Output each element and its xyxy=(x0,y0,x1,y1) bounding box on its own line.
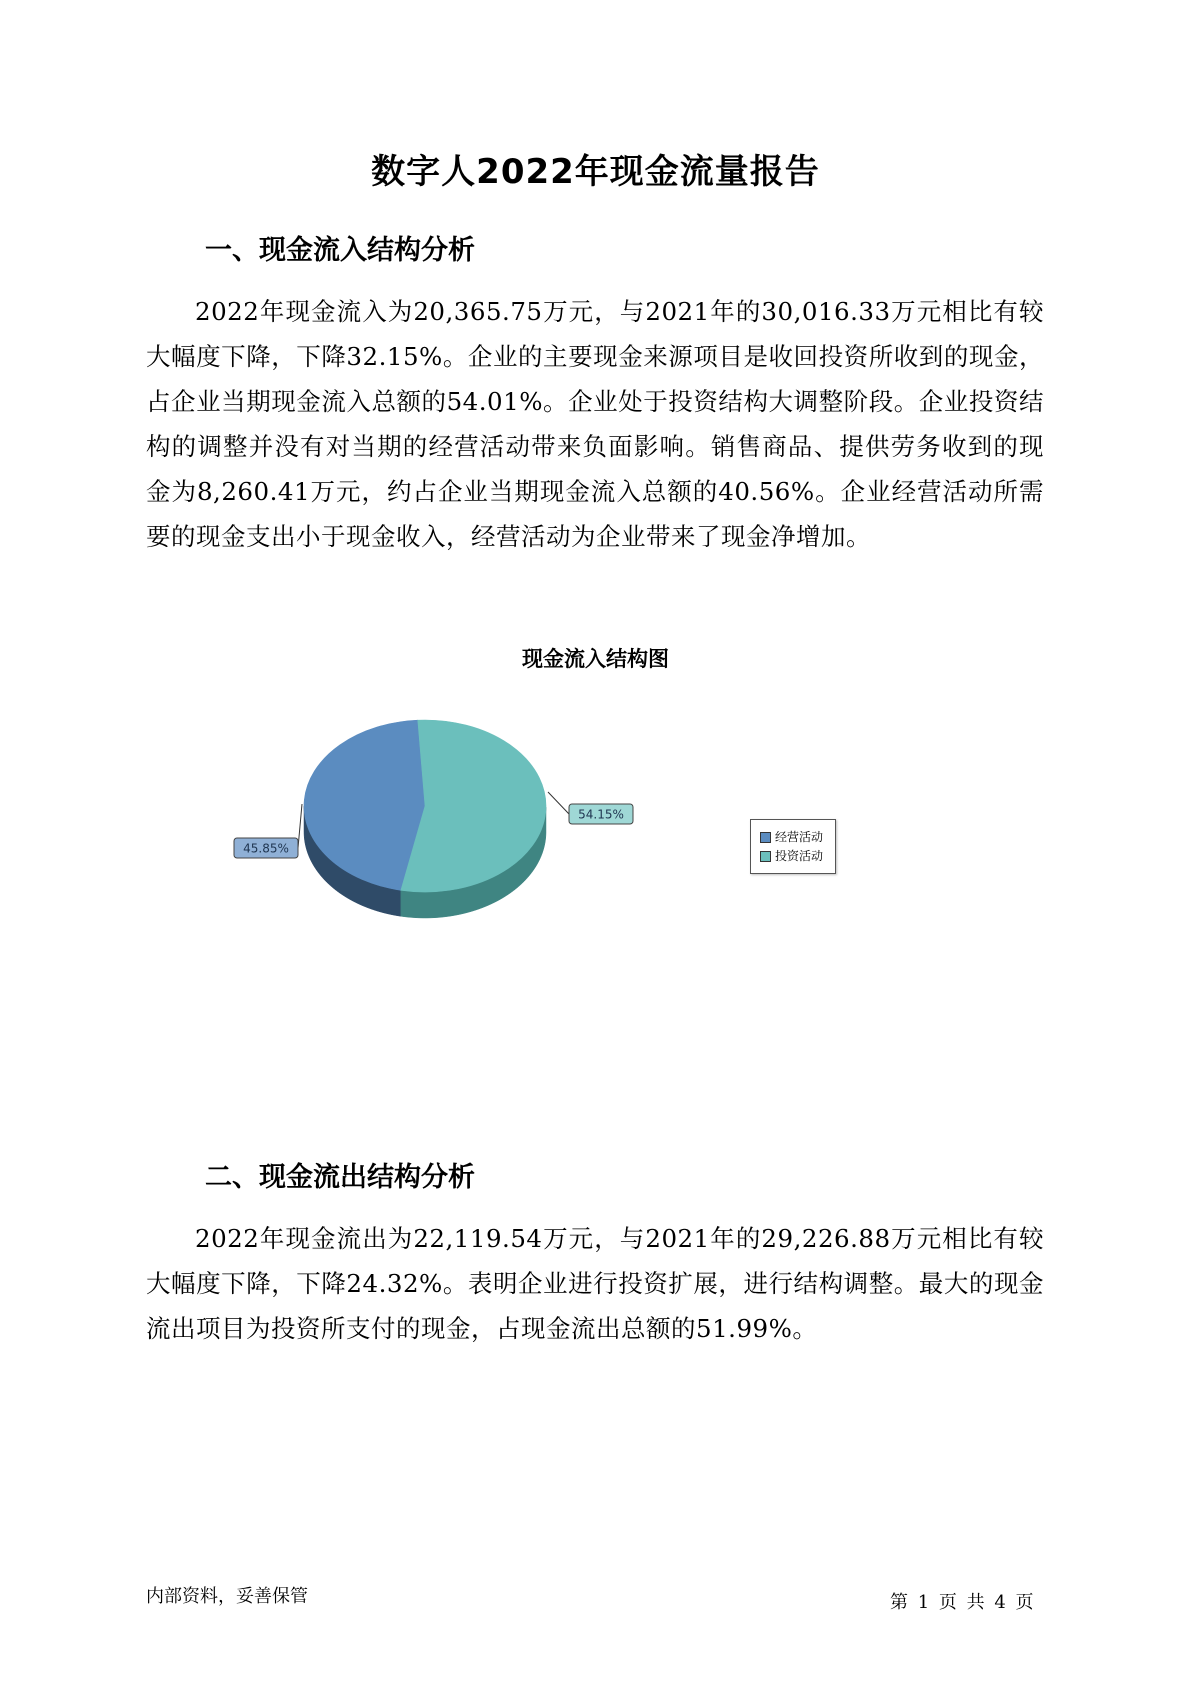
data-label-operating: 45.85% xyxy=(243,841,289,856)
section-2-paragraph: 2022年现金流出为22,119.54万元，与2021年的29,226.88万元相比有较大幅度下降，下降24.32%。表明企业进行投资扩展，进行结构调整。最大的现金流出项目为投资所支付的现金，占现金流出总额的51.99%。 xyxy=(146,1224,1044,1343)
legend-label-operating: 经营活动 xyxy=(775,830,824,844)
section-1-heading: 一、现金流入结构分析 xyxy=(205,235,475,266)
data-label-investing: 54.15% xyxy=(578,807,624,822)
document-title: 数字人2022年现金流量报告 xyxy=(371,152,820,192)
leader-line-operating xyxy=(298,804,302,848)
leader-line-investing xyxy=(548,792,569,814)
chart-legend xyxy=(750,819,836,874)
section-1-paragraph: 2022年现金流入为20,365.75万元，与2021年的30,016.33万元相比有较大幅度下降，下降32.15%。企业的主要现金来源项目是收回投资所收到的现金，占企业当期现金流入总额的54.01%。企业处于投资结构大调整阶段。企业投资结构的调整并没有对当期的经营活动带来负面影响。销售商品、提供劳务收到的现金为8,260.41万元，约占企业当期现金流入总额的40.56%。企业经营活动所需要的现金支出小于现金收入，经营活动为企业带来了现金净增加。 xyxy=(146,297,1044,551)
section-2-heading: 二、现金流出结构分析 xyxy=(205,1162,475,1193)
footer-page-number: 第 1 页 共 4 页 xyxy=(890,1592,1034,1613)
legend-label-investing: 投资活动 xyxy=(775,849,824,863)
footer-confidential-note: 内部资料，妥善保管 xyxy=(146,1586,308,1607)
chart-title: 现金流入结构图 xyxy=(522,647,669,671)
legend-item-operating xyxy=(760,829,823,845)
legend-swatch-investing xyxy=(760,851,771,862)
legend-swatch-operating xyxy=(760,832,771,843)
legend-item-investing xyxy=(760,848,823,864)
pie-tops xyxy=(304,720,546,892)
